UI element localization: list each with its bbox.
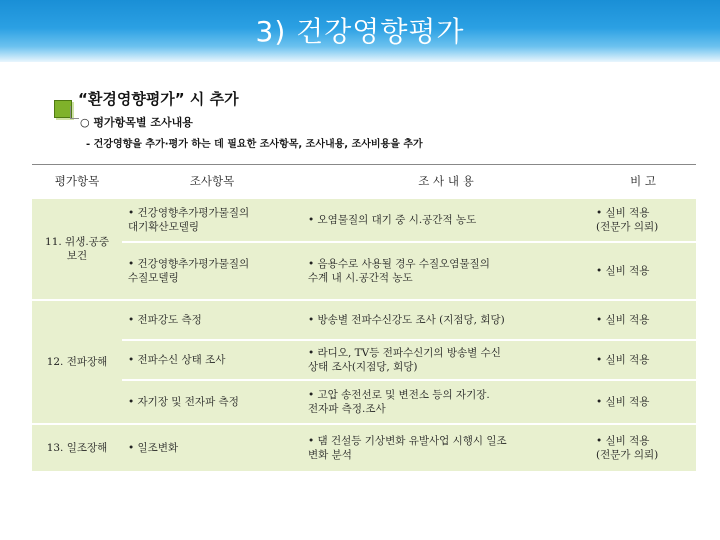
evaluation-table [32,164,696,471]
table-row [32,340,696,380]
content-cell: • 댐 건설등 기상변화 유발사업 시행시 일조 변화 분석 [302,424,590,471]
item-cell: • 전파강도 측정 [122,300,302,340]
category-cell: 11. 위생.공중 보건 [32,198,122,300]
content-cell: • 오염물질의 대기 중 시.공간적 농도 [302,198,590,242]
content-cell: • 라디오, TV등 전파수신기의 방송별 수신 상태 조사(지점당, 회당) [302,340,590,380]
header-note: 비 고 [590,165,696,199]
category-cell: 13. 일조장해 [32,424,122,471]
sub-description: - 건강영향을 추가·평가 하는 데 필요한 조사항목, 조사내용, 조사비용을 추가 [86,139,423,150]
content-cell: • 방송별 전파수신강도 조사 (지점당, 회당) [302,300,590,340]
category-cell: 12. 전파장해 [32,300,122,424]
slide-title: 3) 건강영향평가 [255,15,465,48]
table-row [32,198,696,242]
header-item: 조사항목 [122,165,302,199]
sub-heading: ○ 평가항목별 조사내용 [80,116,193,129]
table-row [32,300,696,340]
table-header-row [32,165,696,199]
item-cell: • 일조변화 [122,424,302,471]
item-cell: • 건강영향추가평가물질의 수질모델링 [122,242,302,300]
content-cell: • 음용수로 사용될 경우 수질오염물질의 수계 내 시.공간적 농도 [302,242,590,300]
header-category: 평가항목 [32,165,122,199]
section-heading: “환경영향평가” 시 추가 [78,90,239,108]
item-cell: • 전파수신 상태 조사 [122,340,302,380]
note-cell: • 실비 적용 (전문가 의뢰) [590,424,696,471]
content-cell: • 고압 송전선로 및 변전소 등의 자기장. 전자파 측정.조사 [302,380,590,424]
note-cell: • 실비 적용 (전문가 의뢰) [590,198,696,242]
header-content: 조 사 내 용 [302,165,590,199]
note-cell: • 실비 적용 [590,340,696,380]
note-cell: • 실비 적용 [590,242,696,300]
note-cell: • 실비 적용 [590,380,696,424]
table-row [32,380,696,424]
table-row [32,242,696,300]
item-cell: • 자기장 및 전자파 측정 [122,380,302,424]
item-cell: • 건강영향추가평가물질의 대기확산모델링 [122,198,302,242]
table-row [32,424,696,471]
note-cell: • 실비 적용 [590,300,696,340]
